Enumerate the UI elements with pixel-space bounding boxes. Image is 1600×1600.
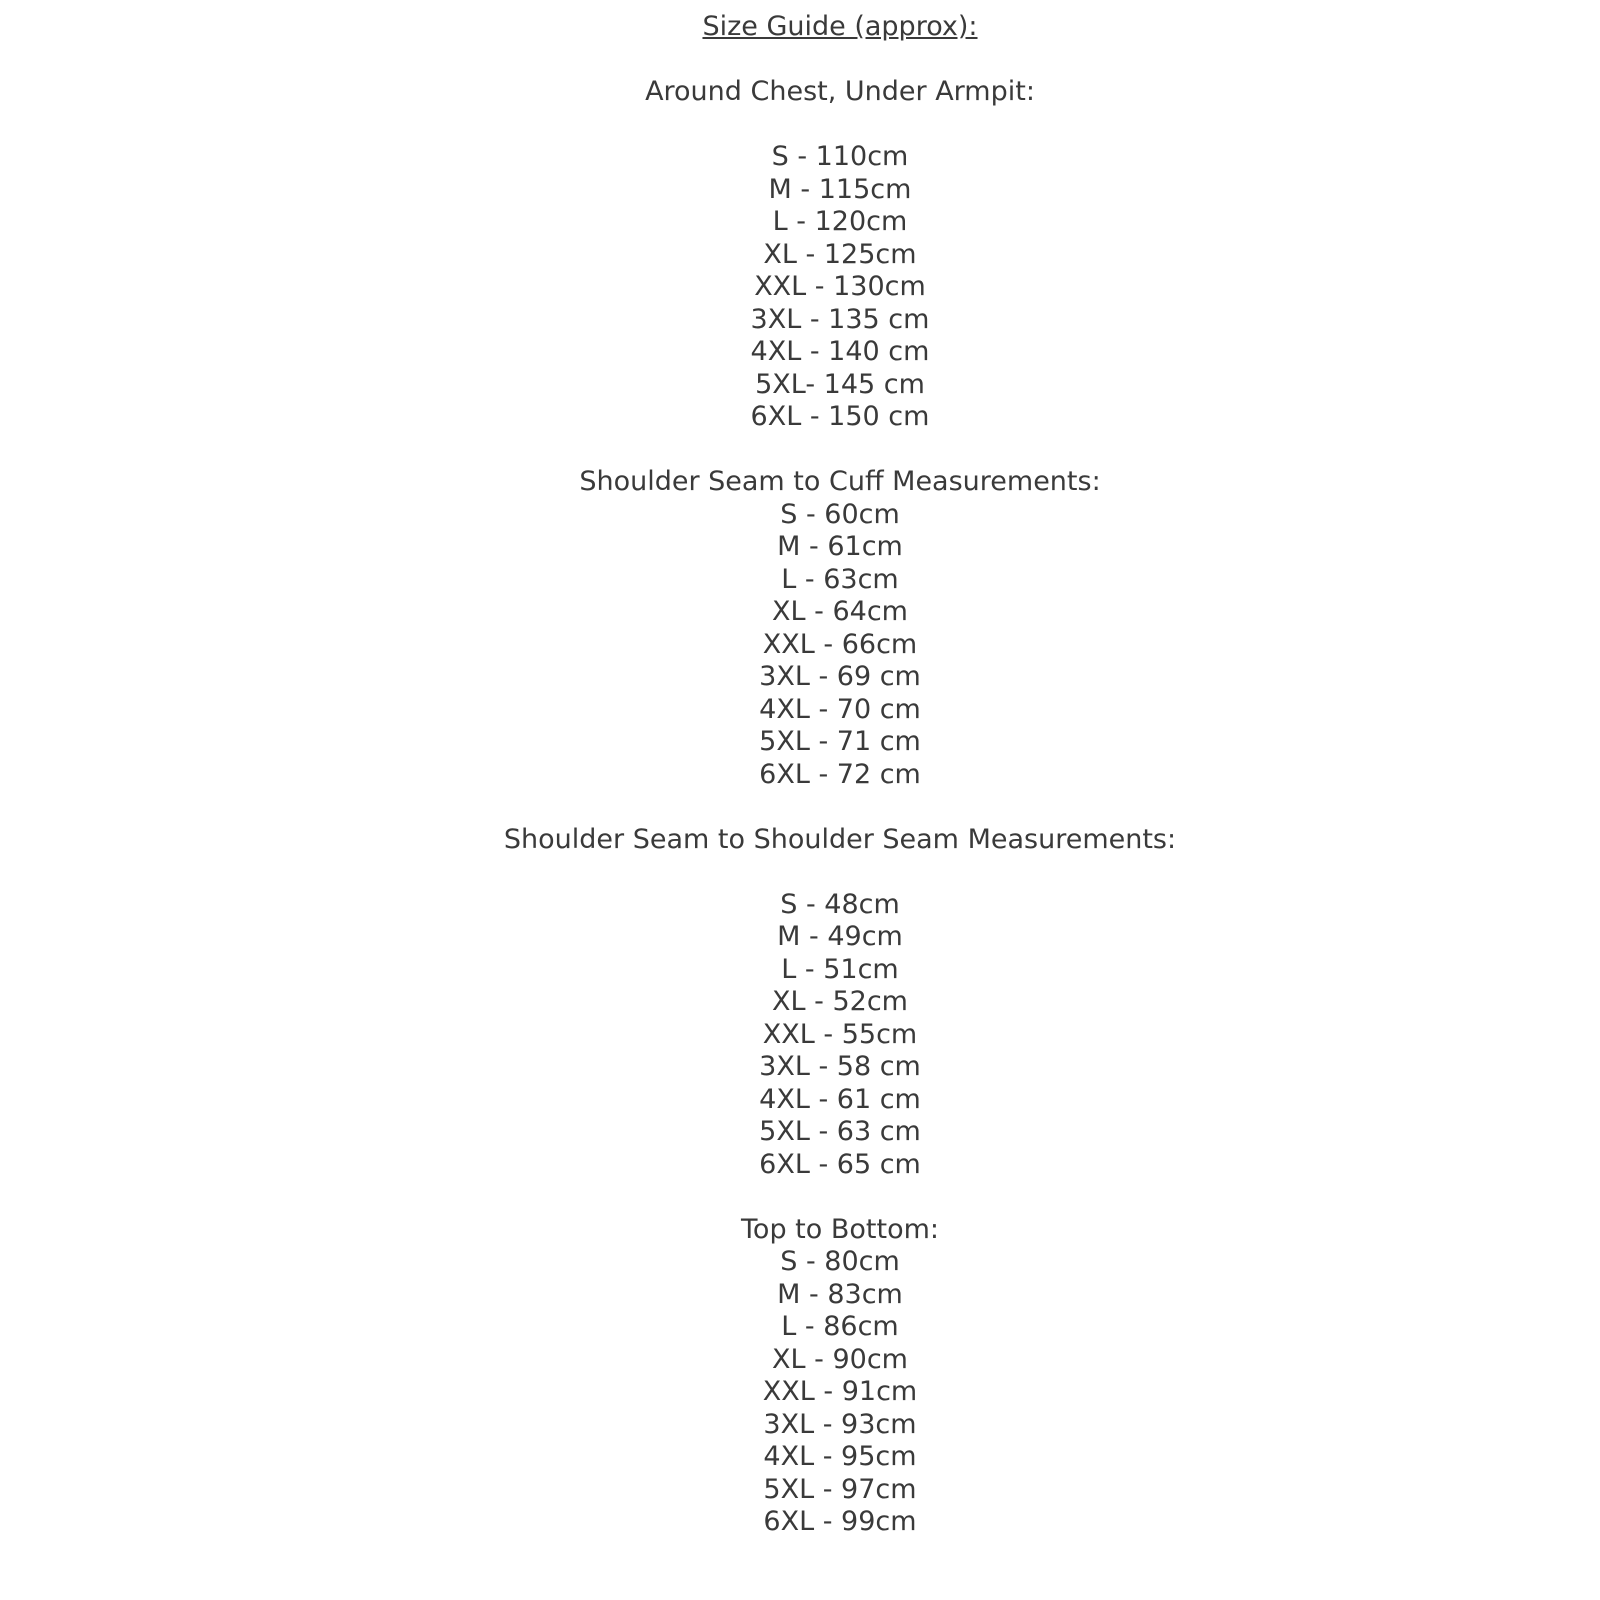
- size-row-shoulder-xl: XL - 52cm: [772, 986, 908, 1017]
- size-row-cuff-4xl: 4XL - 70 cm: [759, 693, 921, 725]
- size-row-chest-3xl: 3XL - 135 cm: [750, 303, 930, 335]
- size-row-shoulder-4xl: 4XL - 61 cm: [759, 1083, 921, 1115]
- size-row-length-m: M - 83cm: [777, 1278, 903, 1310]
- size-row-cuff-s: S - 60cm: [780, 498, 900, 530]
- size-row-chest-4xl: 4XL - 140 cm: [750, 336, 930, 367]
- size-row-shoulder-3xl: 3XL - 58 cm: [759, 1051, 921, 1082]
- size-row-shoulder-5xl: 5XL - 63 cm: [759, 1116, 921, 1147]
- size-row-chest-l: L - 120cm: [772, 206, 908, 237]
- page-title: Size Guide (approx):: [702, 11, 978, 42]
- section-heading-cuff: Shoulder Seam to Cuff Measurements:: [579, 466, 1101, 497]
- size-row-cuff-xl: XL - 64cm: [772, 596, 908, 627]
- size-row-length-s: S - 80cm: [780, 1246, 900, 1277]
- size-row-cuff-l: L - 63cm: [781, 563, 899, 595]
- size-row-shoulder-xxl: XXL - 55cm: [762, 1018, 918, 1050]
- size-row-chest-xxl: XXL - 130cm: [754, 271, 926, 302]
- blank-line: [80, 1181, 1600, 1214]
- size-row-shoulder-m: M - 49cm: [777, 921, 903, 952]
- size-row-length-6xl: 6XL - 99cm: [763, 1506, 917, 1537]
- blank-line: [80, 109, 1600, 142]
- size-row-shoulder-l: L - 51cm: [781, 953, 899, 985]
- section-heading-shoulder: Shoulder Seam to Shoulder Seam Measurements:: [503, 823, 1177, 855]
- size-row-cuff-5xl: 5XL - 71 cm: [759, 726, 921, 757]
- size-row-length-5xl: 5XL - 97cm: [763, 1473, 917, 1505]
- size-row-length-l: L - 86cm: [781, 1311, 899, 1342]
- blank-line: [80, 791, 1600, 824]
- size-row-cuff-m: M - 61cm: [777, 531, 903, 562]
- blank-line: [80, 434, 1600, 467]
- size-row-chest-xl: XL - 125cm: [763, 238, 917, 270]
- size-row-length-xl: XL - 90cm: [772, 1343, 908, 1375]
- size-row-shoulder-s: S - 48cm: [780, 888, 900, 920]
- size-row-chest-5xl: 5XL- 145 cm: [755, 368, 925, 400]
- size-row-length-4xl: 4XL - 95cm: [763, 1441, 917, 1472]
- size-row-shoulder-6xl: 6XL - 65 cm: [759, 1148, 921, 1180]
- section-heading-chest: Around Chest, Under Armpit:: [645, 76, 1035, 107]
- section-heading-length: Top to Bottom:: [741, 1213, 939, 1245]
- page-title-line: [80, 11, 1600, 44]
- blank-line: [80, 44, 1600, 77]
- blank-line: [80, 856, 1600, 889]
- size-row-cuff-6xl: 6XL - 72 cm: [759, 758, 921, 790]
- size-row-length-xxl: XXL - 91cm: [762, 1376, 918, 1407]
- size-guide-document: [80, 0, 1600, 1539]
- size-row-cuff-xxl: XXL - 66cm: [762, 628, 918, 660]
- size-row-chest-m: M - 115cm: [768, 173, 912, 205]
- size-row-chest-6xl: 6XL - 150 cm: [750, 401, 930, 432]
- size-row-cuff-3xl: 3XL - 69 cm: [759, 661, 921, 692]
- size-row-chest-s: S - 110cm: [771, 141, 909, 172]
- size-row-length-3xl: 3XL - 93cm: [763, 1408, 917, 1440]
